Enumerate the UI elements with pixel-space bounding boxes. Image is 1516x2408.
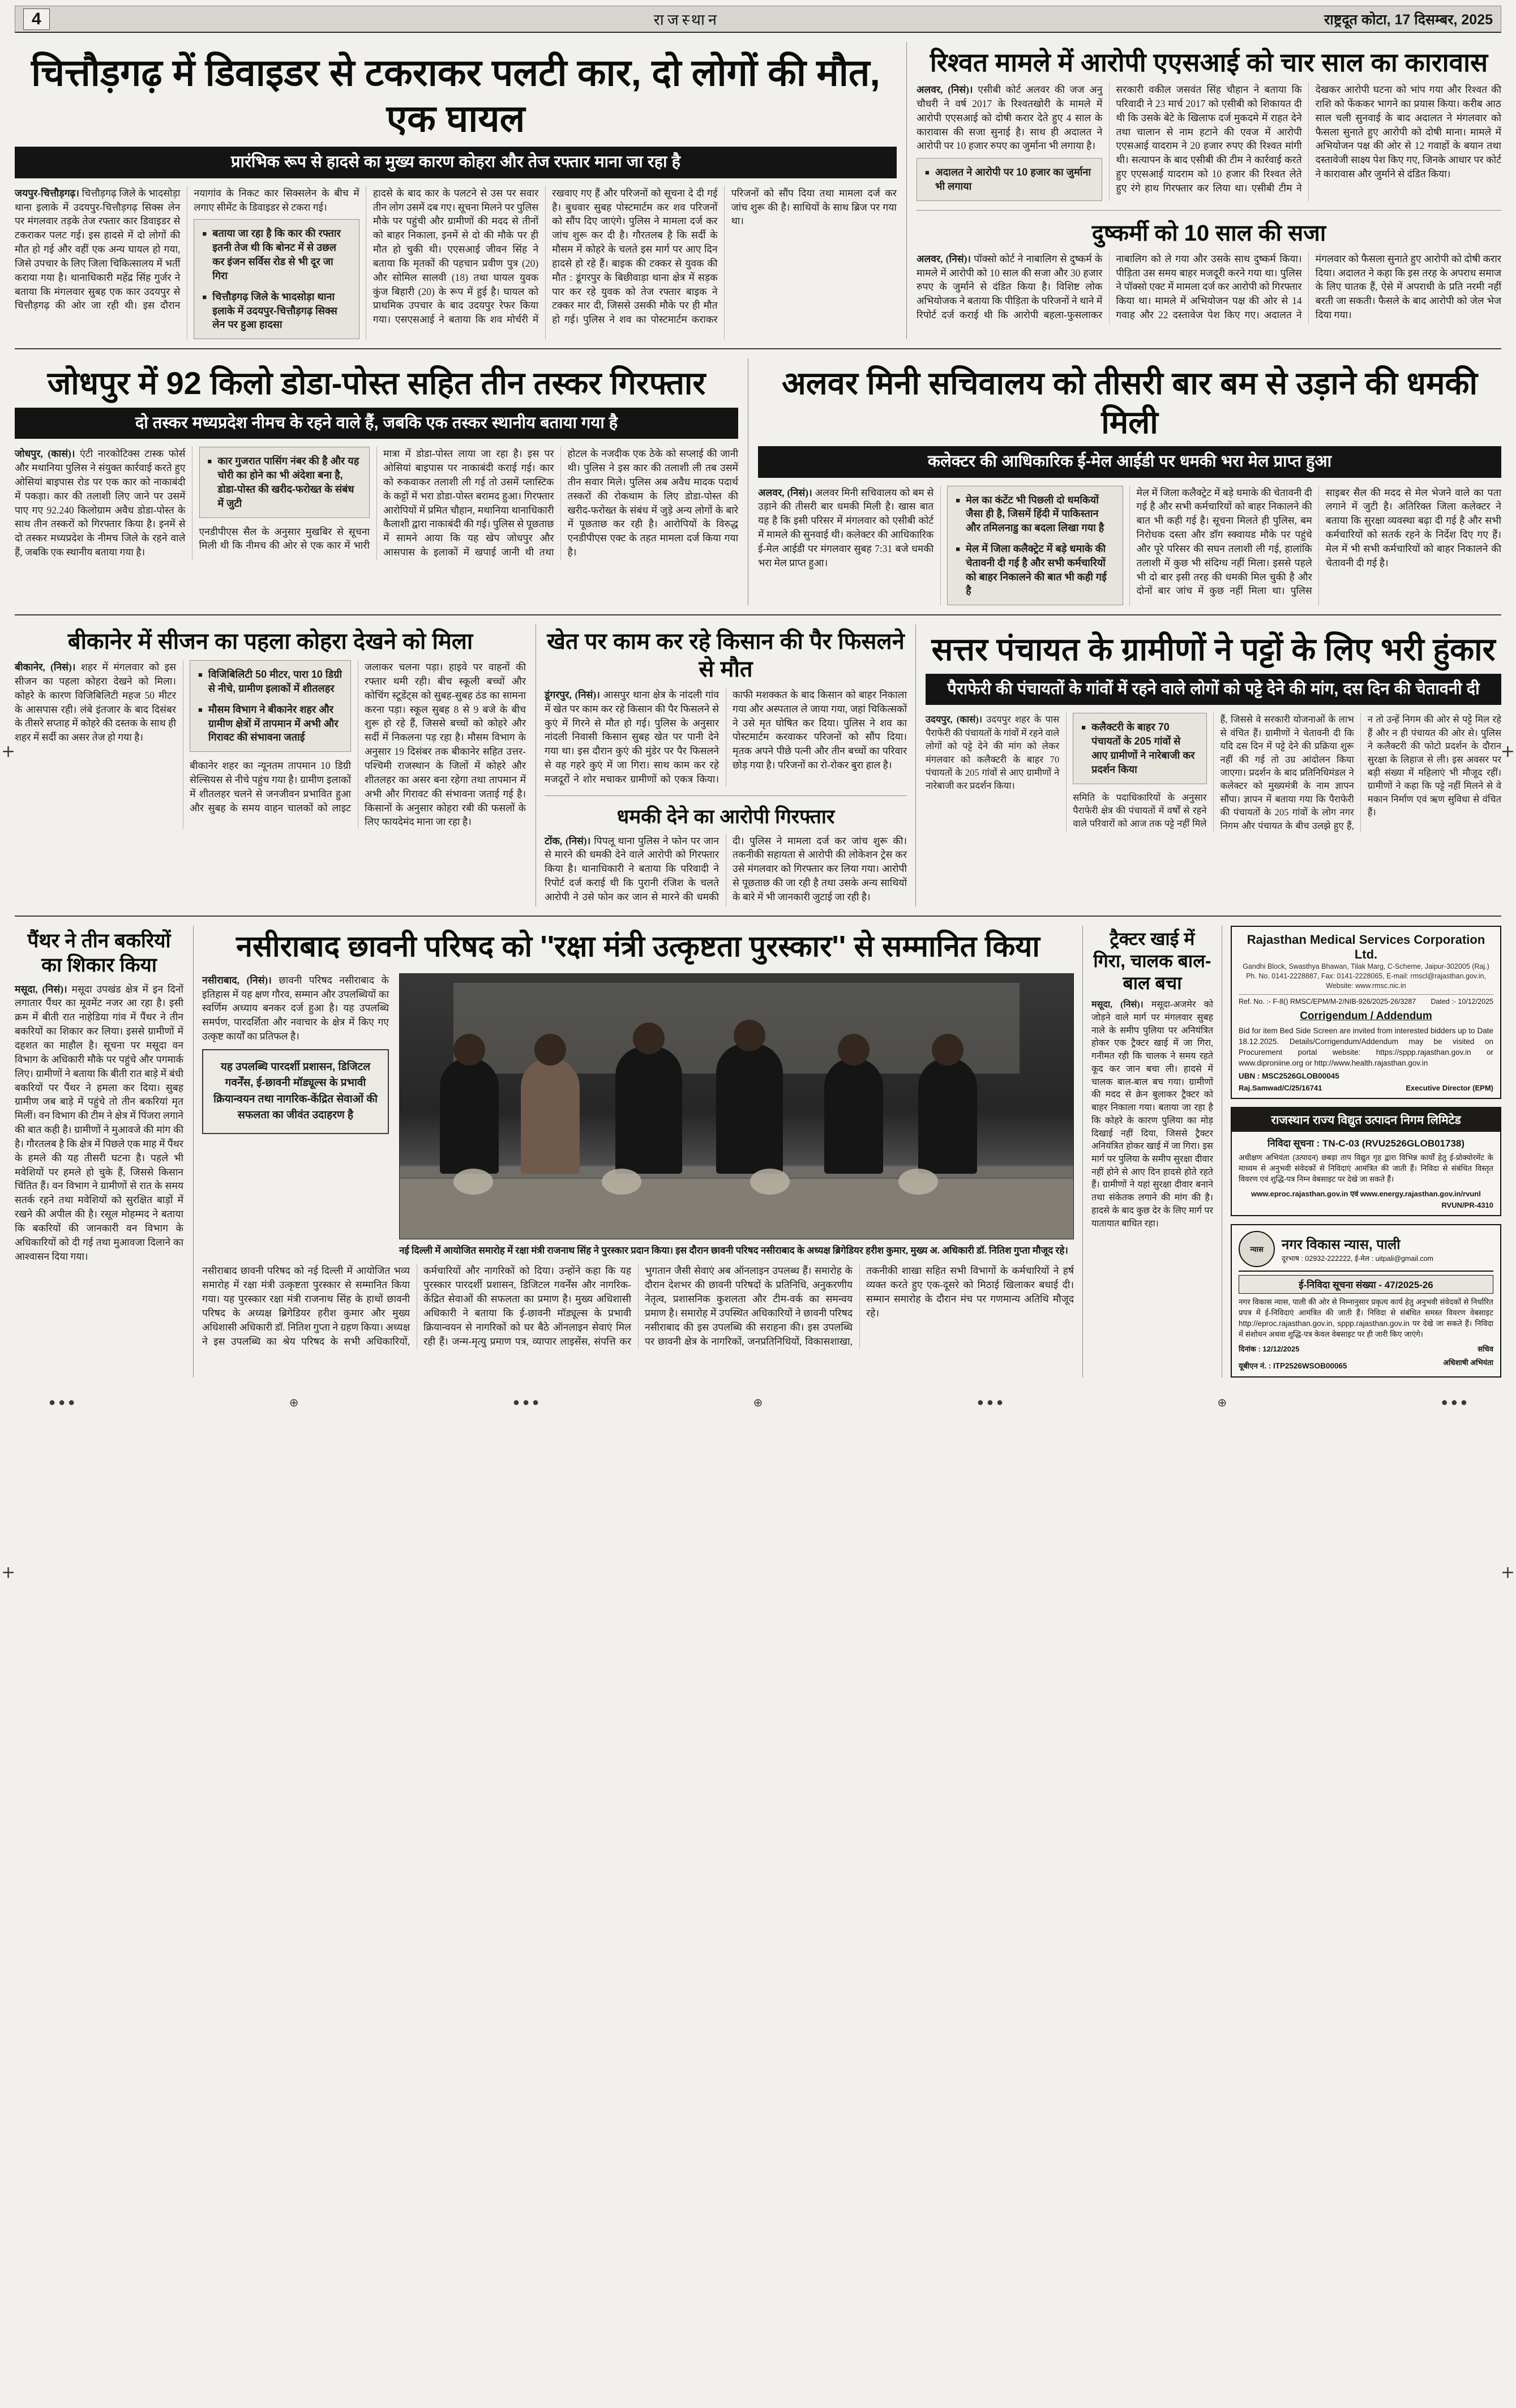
ad-reference-row [1239,994,1493,1006]
article-rapist-sentence [917,220,1501,324]
award-left-column [202,973,389,1258]
ad-heading: Corrigendum / Addendum [1300,1010,1432,1022]
crop-mark: + [1500,1563,1515,1582]
print-dots: ● ● ● [49,1396,75,1409]
article-threat-arrest [545,805,907,906]
bullet-text: मेल में जिला कलैक्ट्रेट में बड़े धमाके की चेतावनी दी गई है और सभी कर्मचारियों को बाहर निकालने की बात भी कही गई है [966,543,1107,597]
ad-ref-number: Ref. No. :- F-8() RMSC/EPM/M-2/NIB-926/2025-26/3287 [1239,997,1416,1006]
ad-footer-row [1239,1084,1493,1092]
body-text: अलवर मिनी सचिवालय को बम से उड़ाने की तीसरी बार धमकी मिली है। खास बात यह है कि इसी परिसर में मंगलवार को एसीबी कोर्ट में मामले की सुनवाई थी। कलेक्टर की आधिकारिक ई-मेल आईडी पर मंगलवार सुबह 7:31 बजे धमकी भरा मेल प्राप्त हुआ। [758,486,934,568]
dateline: अलवर, (निसं)। [758,486,812,498]
article-body [917,83,1501,201]
photo-figure [918,1058,977,1174]
highlight-box [947,486,1123,606]
ad-address: Gandhi Block, Swasthya Bhawan, Tilak Marg, C-Scheme, Jaipur-302005 (Raj.) [1243,963,1489,971]
ad-contact: दूरभाष : 02932-222222, ई-मेल : uitpali@gmail.com [1282,1255,1433,1263]
bullet-text: मौसम विभाग ने बीकानेर शहर और ग्रामीण क्षेत्रों में तापमान में अभी और गिरावट की संभावना जताई [208,703,339,743]
article-body [15,982,183,1264]
article-body [917,252,1501,324]
photo-caption: नई दिल्ली में आयोजित समारोह में रक्षा मंत्री राजनाथ सिंह ने पुरस्कार प्रदान किया। इस दौरान छावनी परिषद नसीराबाद के अध्यक्ष ब्रिगेडियर हरीश कुमार, मुख्य अ. अधिकारी डॉ. नितिश गुप्ता मौजूद रहे। [399,1244,1068,1256]
article-body [15,660,526,829]
ad-signatory: सचिव [1478,1344,1493,1353]
strap-bar: दो तस्कर मध्यप्रदेश नीमच के रहने वाले हैं, जबकि एक तस्कर स्थानीय बताया गया है [15,408,738,439]
headline: चित्तौड़गढ़ में डिवाइडर से टकराकर पलटी कार, दो लोगों की मौत, एक घायल [31,52,880,139]
body-text: मसूदा उपखंड क्षेत्र में इन दिनों लगातार पैंथर का मूवमेंट नजर आ रहा है। इसी क्रम में बीती रात नाहेडिया गांव में पैंथर ने तीन बकरियों का शिकार कर लिया। इससे ग्रामीणों में दहशत का माहौल है। सूचना पर मसूदा वन विभाग के अधिकारी मौके पर पहुंचे और पगमार्क लिए। ग्रामीणों ने बताया कि बीती रात बाड़े में बंधी बकरियों पर पैंथर ने हमला कर दिया। सुबह ग्रामीण जब बाड़े में पहुंचे तो तीन बकरियां मृत मिलीं। वन विभाग की टीम ने क्षेत्र में पिंजरा लगाने की बात कही है। ग्रामीणों ने मुआवजे की मांग की है। गौरतलब है कि क्षेत्र में पिछले एक माह में पैंथर के हमले की यह तीसरी घटना है। पहले भी मवेशियों पर हमले हो चुके हैं, जिससे किसान चिंतित हैं। वन विभाग ने ग्रामीणों से रात के समय सतर्क रहने तथा मवेशियों को सुरक्षित बाड़ों में रखने की अपील की है। रसूल मोहम्मद ने बताया कि बकरियों की जानकारी वन विभाग के अधिकारियों को दी गई तथा मुआवजा दिलाने का आश्वासन दिया गया। [15,983,184,1262]
award-photo-figure [399,973,1074,1258]
ad-tender-number: ई-निविदा सूचना संख्या - 47/2025-26 [1239,1275,1493,1294]
print-dots: ● ● ● [1441,1396,1467,1409]
section-divider-line [15,614,1501,615]
ad-org-name: नगर विकास न्यास, पाली [1282,1237,1401,1253]
column-divider [1082,926,1083,1377]
square-bullet-icon: ■ [925,168,930,177]
ad-header [1239,1231,1493,1272]
article-bomb-threat [757,358,1501,605]
headline: अलवर मिनी सचिवालय को तीसरी बार बम से उड़ाने की धमकी मिली [781,365,1478,440]
body-text: एनडीपीएस सैल के अनुसार मुखबिर से सूचना मिली थी कि नीमच की ओर से एक कार में भारी मात्रा में डोडा-पोस्त लाया जा रहा है। इस पर ओसियां बाइपास पर नाकाबंदी कराई गई। कार को रुकवाकर तलाशी ली गई तो उसमें प्लास्टिक के कट्टों में भरा डोडा-पोस्त बरामद हुआ। गिरफ्तार आरोपियों में प्रमित चौहान, मथानिया थानाधिकारी कैलाशी द्वारा नाकाबंदी की गई। पुलिस से पूछताछ में सामने आया कि यह खेप जोधपुर और आसपास के इलाकों में खपाई जानी थी तथा होटल के नजदीक एक ठेके को सप्लाई की जानी थी। पुलिस ने इस कार की तलाशी ली तब उसमें तीन सवार मिले। पुलिस अब अवैध मादक पदार्थ तस्करों की रोकथाम के लिए डोडा-पोस्त की खरीद-फरोख्त के संबंध में जुड़े अन्य लोगों के बारे में पूछताछ कर रही है। आरोपियों के विरुद्ध एनडीपीएस एक्ट के तहत मामला दर्ज किया गया है। [199,448,738,558]
article-opium-smugglers [15,358,739,605]
pull-quote-box: यह उपलब्धि पारदर्शी प्रशासन, डिजिटल गवर्नेंस, ई-छावनी मॉड्यूल्स के प्रभावी क्रियान्वयन तथा नागरिक-केंद्रित सेवाओं की सफलता का जीवंत उदाहरण है [202,1049,389,1134]
page-header [15,6,1501,33]
photo-flowers [898,1169,938,1195]
article-body [545,834,907,907]
photo-figure [521,1058,580,1174]
column-divider [906,42,907,339]
body-text: एसीबी कोर्ट अलवर की जज अनु चौधरी ने वर्ष 2017 के रिश्वतखोरी के मामले में आरोपी एएसआई को दोषी करार देते हुए 4 साल के कारावास की सजा सुनाई है। साथ ही अदालत ने आरोपी पर 10 हजार रुपए का जुर्माना भी लगाया है। [917,84,1103,152]
article-body [15,447,738,560]
dateline: जोधपुर, (कासं)। [15,448,75,460]
square-bullet-icon: ■ [1081,723,1086,732]
article-body [15,186,897,339]
bullet-item [198,668,342,696]
bullet-text: कार गुजरात पासिंग नंबर की है और यह चोरी का होने का भी अंदेशा बना है, डोडा-पोस्त की खरीद-फरोख्त के संबंध में जुटी [217,455,359,509]
advertisement-column [1231,926,1501,1377]
headline: दुष्कर्मी को 10 साल की सजा [1091,220,1326,246]
article-body [926,713,1501,832]
registration-mark-icon: ⊕ [753,1396,763,1409]
dateline: डूंगरपुर, (निसं)। [545,688,600,700]
article-divider-line [545,795,907,796]
bullet-item [925,165,1094,194]
square-bullet-icon: ■ [207,457,212,466]
ad-rvunl [1231,1107,1501,1216]
body-text: आसपुर थाना क्षेत्र के नांदली गांव में खेत पर काम कर रहे किसान की पैर फिसलने से कुएं में गिरने से मौत हो गई। पुलिस के अनुसार नांदली निवासी किसान सुबह खेत पर पानी देने गया था। इस दौरान कुएं की मुंडेर पर पैर फिसलने से वह गहरे कुएं में जा गिरा। साथ काम कर रहे मजदूरों ने शोर मचाकर ग्रामीणों को एकत्र किया। काफी मशक्कत के बाद किसान को बाहर निकाला गया और अस्पताल ले जाया गया, जहां चिकित्सकों ने उसे मृत घोषित कर दिया। पुलिस ने शव का पोस्टमार्टम करवाकर परिजनों को सौंप दिया। मृतक अपने पीछे पत्नी और तीन बच्चों का परिवार छोड़ गया है। परिजनों का रो-रोकर बुरा हाल है। [545,688,907,785]
dateline: नसीराबाद, (निसं)। [202,974,272,986]
headline: नसीराबाद छावनी परिषद को ''रक्षा मंत्री उत्कृष्टता पुरस्कार'' से सम्मानित किया [236,930,1040,964]
headline: धमकी देने का आरोपी गिरफ्तार [616,805,835,828]
body-text: पिपलू थाना पुलिस ने फोन पर जान से मारने की धमकी देने वाले आरोपी को गिरफ्तार किया है। थानाधिकारी ने बताया कि परिवादी ने रिपोर्ट दर्ज कराई थी कि पुरानी रंजिश के चलते आरोपी ने उसे फोन कर जान से मारने की धमकी दी। पुलिस ने मामला दर्ज कर जांच शुरू की। तकनीकी सहायता से आरोपी की लोकेशन ट्रेस कर उसे मंगलवार को गिरफ्तार कर लिया गया। आरोपी से पूछताछ की जा रही है तथा उसके अन्य साथियों के बारे में भी जानकारी जुटाई जा रही है। [545,835,907,903]
print-dots: ● ● ● [977,1396,1004,1409]
photo-figure [440,1058,499,1174]
highlight-box [194,219,359,339]
uit-pali-logo: न्यास [1239,1231,1275,1267]
headline: खेत पर काम कर रहे किसान की पैर फिसलने से मौत [547,629,905,682]
article-cantonment-award [202,926,1074,1377]
ad-rmscl [1231,926,1501,1099]
edition-date: राष्ट्रदूत कोटा, 17 दिसम्बर, 2025 [1324,11,1493,28]
highlight-box [190,660,351,752]
bullet-item [956,493,1114,535]
bullet-text: कलैक्टरी के बाहर 70 पंचायतों के 205 गांवों से आए ग्रामीणों ने नारेबाजी कर प्रदर्शन किया [1091,721,1195,775]
photo-flowers [453,1169,493,1195]
dateline: मसूदा, (निसं)। [1091,1000,1144,1010]
article-divider-line [917,210,1501,211]
article-body [758,486,1501,606]
photo-flowers [602,1169,641,1195]
award-feature-top [202,973,1074,1258]
article-farmer-death [545,628,907,786]
article-panther-attack [15,926,185,1377]
square-bullet-icon: ■ [202,292,207,301]
headline: जोधपुर में 92 किलो डोडा-पोस्त सहित तीन तस्कर गिरफ्तार [47,365,706,401]
article-bikaner-fog [15,625,527,906]
ad-date: दिनांक : 12/12/2025 [1239,1344,1300,1353]
ad-contact: Ph. No. 0141-2228887, Fax: 0141-2228065, E-mail: rmscl@rajasthan.gov.in, Website: www.rmsc.nic.in [1246,972,1486,990]
ad-signatory: Executive Director (EPM) [1406,1084,1493,1093]
ad-ubn: यूबीएन नं. : ITP2526WSOB00065 [1239,1361,1347,1370]
article-body [202,1264,1074,1348]
ad-ubn: UBN : MSC2526GLOB00045 [1239,1072,1339,1081]
print-marks-strip [15,1392,1501,1413]
article-body [1091,999,1213,1230]
award-ceremony-photo [399,973,1074,1239]
ad-org-block [1282,1235,1433,1263]
headline: ट्रैक्टर खाई में गिरा, चालक बाल-बाल बचा [1093,929,1211,994]
body-text: बीकानेर शहर का न्यूनतम तापमान 10 डिग्री सेल्सियस से नीचे पहुंच गया है। ग्रामीण इलाकों में शीतलहर चलने से जनजीवन प्रभावित हुआ और सुबह के समय वाहन चालकों को लाइट जलाकर चलना पड़ा। हाइवे पर वाहनों की रफ्तार थमी रही। बीच स्कूली बच्चों और कोचिंग स्टूडेंट्स को सुबह-सुबह ठंड का सामना करना पड़ा। स्कूल सुबह 8 से 9 बजे के बीच शुरू हो रहे हैं, जिससे बच्चों को कोहरे और सर्दी में निकलना पड़ रहा है। मौसम विभाग के अनुसार 19 दिसंबर तक बीकानेर सहित उत्तर-पश्चिमी राजस्थान के जिलों में कोहरे और शीतलहर का असर बना रहेगा तथा तापमान में अभी और गिरावट की संभावना जताई गई है। किसानों के अनुसार कोहरा रबी की फसलों के लिए फायदेमंद माना जा रहा है। [190,661,526,828]
body-text: छावनी परिषद नसीराबाद के इतिहास में यह क्षण गौरव, सम्मान और उपलब्धियों का स्वर्णिम अध्याय बनकर दर्ज हुआ है। यह उपलब्धि समर्पण, पारदर्शिता और नवाचार के क्षेत्र में किए गए उत्कृष्ट कार्यों का प्रतिफल है। [202,974,389,1042]
dateline: टोंक, (निसं)। [545,835,591,846]
ad-signatory: अधिशाषी अभियंता [1443,1358,1493,1367]
article-bribery-sentence [917,46,1501,201]
highlight-box [1073,713,1206,784]
ad-tender-number: निविदा सूचना : TN-C-03 (RVU2526GLOB01738) [1267,1138,1465,1149]
bullet-text: मेल का कंटेंट भी पिछली दो धमकियों जैसा ही है, जिसमें हिंदी में पाकिस्तान और तमिलनाडु का बदला लिखा गया है [966,494,1104,534]
dateline: बीकानेर, (निसं)। [15,661,76,673]
body-text: चित्तौड़गढ़ जिले के भादसोड़ा थाना इलाके में उदयपुर-चित्तौड़गढ़ सिक्स लेन पर मंगलवार तड़के तेज रफ्तार कार डिवाइडर से टकराकर पलट गई। इस हादसे में दो लोगों की मौत हो गई और वहीं एक अन्य घायल हो गया, जिसे उपचार के लिए जिला चिकित्सालय में भर्ती कराया गया है। थानाधिकारी महेंद्र सिंह गुर्जर ने बताया कि मंगलवार सुबह एक कार उदयपुर से चित्तौड़गढ़ की ओर जा रही थी। इस दौरान नयागांव के निकट कार सिक्सलेन के बीच में लगाए सीमेंट के डिवाइडर से टकरा गई। [15,187,359,311]
section-divider-line [15,348,1501,349]
bullet-item [956,542,1114,598]
square-bullet-icon: ■ [198,705,203,714]
square-bullet-icon: ■ [956,545,961,553]
photo-figure [824,1058,883,1174]
headline: पैंथर ने तीन बकरियों का शिकार किया [27,930,171,976]
dateline: मसूदा, (निसं)। [15,983,67,995]
bullet-item [1081,720,1198,776]
article-body [545,688,907,786]
ad-date: Dated :- 10/12/2025 [1431,997,1493,1006]
ad-footer-row [1239,1357,1493,1371]
body-text: मसूदा-अजमेर को जोड़ने वाले मार्ग पर मंगलवार सुबह नाले के समीप पुलिया पर अनियंत्रित होकर एक ट्रैक्टर खाई में जा गिरा, गनीमत रही कि चालक ने समय रहते कूद कर जान बचा ली। हादसे में चालक बाल-बाल बच गया। ग्रामीणों की मदद से क्रेन बुलाकर ट्रैक्टर को बाहर निकाला गया। बताया जा रहा है कि कोहरे के कारण पुलिया का मोड़ दिखाई नहीं दिया, जिससे ट्रैक्टर अनियंत्रित होकर खाई में जा गिरा। इस मार्ग पर पुलिया के समीप सुरक्षा दीवार नहीं होने से आए दिन हादसे होते रहते हैं। ग्रामीणों ने यहां सुरक्षा दीवार बनाने तथा संकेतक लगाने की मांग की है। हादसे के बाद कुछ देर के लिए मार्ग पर यातायात बाधित रहा। [1091,1000,1214,1229]
ad-title: Rajasthan Medical Services Corporation Ltd. [1247,933,1485,962]
photo-stage-table [400,1178,1073,1239]
crop-mark: + [1500,742,1515,762]
highlight-box [199,447,370,517]
body-text: नसीराबाद छावनी परिषद को नई दिल्ली में आयोजित भव्य समारोह में रक्षा मंत्री उत्कृष्टता पुरस्कार से सम्मानित किया गया। यह पुरस्कार रक्षा मंत्री राजनाथ सिंह के हाथों छावनी परिषद के अध्यक्ष ब्रिगेडियर हरीश कुमार और मुख्य अधिशासी अधिकारी डॉ. नितिश गुप्ता ने ग्रहण किया। अध्यक्ष ने इस उपलब्धि का श्रेय परिषद के सभी अधिकारियों, कर्मचारियों और नागरिकों को दिया। उन्होंने कहा कि यह पुरस्कार पारदर्शी प्रशासन, डिजिटल गवर्नेंस और नागरिक-केंद्रित सेवाओं की सफलता का प्रमाण है। मुख्य अधिशासी अधिकारी ने बताया कि ई-छावनी मॉड्यूल्स के प्रभावी क्रियान्वयन से नागरिकों को घर बैठे ऑनलाइन सेवाएं मिल रही हैं। जन्म-मृत्यु प्रमाण पत्र, व्यापार लाइसेंस, संपत्ति कर भुगतान जैसी सेवाएं अब ऑनलाइन उपलब्ध हैं। समारोह के दौरान देशभर की छावनी परिषदों के प्रतिनिधि, अनुकरणीय नेतृत्व, प्रशासनिक कुशलता और टीम-वर्क का समन्वय प्रमाण है। समारोह में उपस्थित अधिकारियों ने छावनी परिषद नसीराबाद की इस उपलब्धि की सराहना की। इस उपलब्धि पर छावनी क्षेत्र के नागरिकों, जनप्रतिनिधियों, विकासशाखा, तकनीकी शाखा सहित सभी विभागों के कर्मचारियों ने हर्ष व्यक्त करते हुए एक-दूसरे को मिठाई खिलाकर बधाई दी। सम्मान समारोह के दौरान मंच पर गणमान्य अतिथि मौजूद रहे। [202,1265,1074,1347]
headline: रिश्वत मामले में आरोपी एएसआई को चार साल का कारावास [930,48,1488,77]
print-dots: ● ● ● [512,1396,539,1409]
dateline: अलवर, (निसं)। [917,84,973,96]
body-text: हादसे के बाद कार के पलटने से उस पर सवार तीन लोग उसमें दब गए। सूचना मिलने पर पुलिस मौके पर पहुंची और ग्रामीणों की मदद से तीनों को बाहर निकाला, इनमें से दो की मौके पर ही मौत हो चुकी थी। एएसआई जीवन सिंह ने बताया कि मृतकों की पहचान प्रवीण पुत्र (20) और सोमिल सालवी (18) तथा घायल युवक कुंज बिहारी (20) के रूप में हुई है। घायल को प्राथमिक उपचार के बाद उदयपुर रेफर किया गया। एसएसआई ने बताया कि शव मोर्चरी में रखवाए गए हैं और परिजनों को सूचना दे दी गई है। बुधवार सुबह पोस्टमार्टम कर शव परिजनों को सौंप दिए जाएंगे। पुलिस ने मामला दर्ज कर जांच शुरू कर दी है। गौरतलब है कि सर्दी के मौसम में कोहरे के चलते इस मार्ग पर आए दिन हादसे हो रहे हैं। बाइक की टक्कर से युवक की मौत : डूंगरपुर के बिछीवाड़ा थाना क्षेत्र में सड़क पार कर रहे युवक को तेज रफ्तार बाइक ने टक्कर मार दी, जिससे उसकी मौके पर ही मौत हो गई। पुलिस ने शव का पोस्टमार्टम कराकर परिजनों को सौंप दिया तथा मामला दर्ज कर जांच शुरू की है। साथियों के साथ ब्रिज पर गया था। [372,187,897,326]
bullet-text: अदालत ने आरोपी पर 10 हजार का जुर्माना भी लगाया [935,166,1091,193]
highlight-box [917,158,1102,201]
photo-figure [716,1043,783,1174]
body-text: उदयपुर शहर के पास पैराफेरी की पंचायतों के गांवों में रहने वाले लोगों को पट्टे देने की मांग को लेकर मंगलवार को कलैक्टरी के बाहर 70 पंचायतों के 205 गांवों से आए ग्रामीणों ने नारेबाजी कर प्रदर्शन किया। [926,714,1060,792]
registration-mark-icon: ⊕ [1217,1396,1227,1409]
body-text: पॉक्सो कोर्ट ने नाबालिग से दुष्कर्म के मामले में आरोपी को 10 साल की सजा और 30 हजार रुपए के जुर्माने से दंडित किया है। विशिष्ट लोक अभियोजक ने बताया कि पीड़िता के परिजनों ने थाने में रिपोर्ट दर्ज कराई थी कि आरोपी बहला-फुसलाकर नाबालिग को ले गया और उसके साथ दुष्कर्म किया। पीड़िता उस समय बाहर मजदूरी करने गया था। पुलिस ने पॉक्सो एक्ट में मामला दर्ज कर आरोपी को गिरफ्तार किया था। मामले में अभियोजन पक्ष की ओर से 14 गवाह और 22 दस्तावेज पेश किए गए। अदालत ने मंगलवार को फैसला सुनाते हुए आरोपी को दोषी करार दिया। अदालत ने कहा कि इस तरह के अपराध समाज के लिए घातक हैं, ऐसे में अपराधी के प्रति नरमी नहीं बरती जा सकती। फैसले के बाद आरोपी को जेल भेज दिया गया। [917,253,1501,321]
ad-footer-row [1239,1344,1493,1354]
middle-column-row3 [545,625,907,906]
bullet-item [202,290,350,332]
dateline: अलवर, (निसं)। [917,253,971,264]
strap-bar: पैराफेरी की पंचायतों के गांवों में रहने वाले लोगों को पट्टे देने की मांग, दस दिन की चेतावनी दी [926,674,1501,705]
dateline: जयपुर-चित्तौड़गढ़। [15,187,80,199]
square-bullet-icon: ■ [956,495,961,504]
bullet-item [198,703,342,745]
square-bullet-icon: ■ [202,229,207,238]
article-tractor-accident [1091,926,1213,1377]
column-divider [193,926,194,1377]
photo-figure [615,1046,682,1174]
bullet-item [202,226,350,283]
strap-bar: प्रारंभिक रूप से हादसे का मुख्य कारण कोहरा और तेज रफ्तार माना जा रहा है [15,147,897,178]
ad-website-links: www.eproc.rajasthan.gov.in एवं www.energy.rajasthan.gov.in/rvunl [1251,1190,1481,1199]
ad-uit-pali [1231,1224,1501,1378]
strap-bar: कलेक्टर की आधिकारिक ई-मेल आईडी पर धमकी भरा मेल प्राप्त हुआ [758,446,1501,478]
body-text: शहर में मंगलवार को इस सीजन का पहला कोहरा देखने को मिला। कोहरे के कारण विजिबिलिटी महज 50 मीटर के आसपास रही। लंबे इंतजार के बाद दिसंबर के तीसरे सप्ताह में कोहरे की दस्तक के साथ ही शहर में सर्दी का असर तेज हो गया है। [15,661,177,743]
section-divider-line [15,916,1501,917]
ad-body-text: Bid for item Bed Side Screen are invited from interested bidders up to Date 18.12.2025. Details/Corrigendum/Addendum may be visited on Procurement portal website: https://sppp.rajasthan.gov.in or www.diproniine.org or http://www.health.rajasthan.gov.in [1239,1026,1493,1067]
section-title: राजस्थान [653,11,720,28]
dateline: उदयपुर, (कासं)। [926,714,983,725]
bullet-text: चित्तौड़गढ़ जिले के भादसोड़ा थाना इलाके में उदयपुर-चित्तौड़गढ़ सिक्स लेन पर हुआ हादसा [212,290,337,331]
crop-mark: + [1,1563,16,1582]
headline: बीकानेर में सीजन का पहला कोहरा देखने को मिला [67,629,473,655]
ad-title: राजस्थान राज्य विद्युत उत्पादन निगम लिमिटेड [1232,1108,1500,1132]
body-text: मेल में जिला कलैक्ट्रेट में बड़े धमाके की चेतावनी दी गई है और सभी कर्मचारियों को बाहर निकालने की बात भी कही गई है। सूचना मिलते ही पुलिस, बम निरोधक दस्ता और डॉग स्क्वायड मौके पर पहुंचे और पूरे परिसर की सघन तलाशी ली गई, हालांकि तलाशी में कुछ भी संदिग्ध नहीं मिला। इससे पहले भी दो बार इसी तरह की धमकी मिल चुकी है और दोनों बार जांच में कुछ नहीं मिला था। पुलिस साइबर सैल की मदद से मेल भेजने वाले का पता लगाने में जुटी है। अतिरिक्त जिला कलेक्टर ने बताया कि सुरक्षा व्यवस्था बढ़ा दी गई है और सभी कर्मचारियों को सतर्क रहने के निर्देश दिए गए हैं। मेल में भी सभी कर्मचारियों को बाहर निकालने की चेतावनी दी गई है। [1136,486,1501,597]
ad-press-code: RVUN/PR-4310 [1441,1201,1493,1210]
bullet-text: बताया जा रहा है कि कार की रफ्तार इतनी तेज थी कि बोनट में से उछल कर इंजन सर्विस रोड से भी दूर जा गिरा [212,228,341,281]
registration-mark-icon: ⊕ [289,1396,299,1409]
ad-body-text: नगर विकास न्यास, पाली की ओर से निम्नानुसार प्रकृत्य कार्य हेतु अनुभवी संवेदकों से निर्धारित प्रपत्र में ई-निविदाएं आमंत्रित की जाती हैं। निविदा से संबंधित समस्त विवरण वेबसाइट http://eproc.rajasthan.gov.in, sppp.rajasthan.gov.in पर देखे जा सकते हैं। निविदा में संशोधन अथवा शुद्धि-पत्र केवल वेबसाइट पर ही जारी किए जाएंगे। [1239,1298,1493,1338]
right-column-row1 [915,42,1501,339]
column-divider [915,625,916,906]
ad-body-text: अधीक्षण अभियंता (उत्पादन) छबड़ा ताप विद्युत गृह द्वारा विभिन्न कार्यों हेतु ई-प्रोक्योरमेंट के माध्यम से अनुभवी संवेदकों से निविदाएं आमंत्रित की जाती हैं। निविदा से संबंधित विस्तृत विवरण एवं शुद्धि-पत्र निम्न वेबसाइट पर देखे जा सकते हैं। [1239,1153,1493,1184]
page-number: 4 [23,8,50,30]
body-text: सरकारी वकील जसवंत सिंह चौहान ने बताया कि परिवादी ने 23 मार्च 2017 को एसीबी को शिकायत दी थी कि उसके बेटे के खिलाफ दर्ज मुकदमे में राहत देने तथा चालान से नाम हटाने की एवज में आरोपी एएसआई यादराम ने 20 हजार रुपए की रिश्वत मांगी थी। सत्यापन के बाद एसीबी की टीम ने कार्रवाई करते हुए एएसआई यादराम को 10 हजार की रिश्वत लेते हुए रंगे हाथ गिरफ्तार कर लिया था। एसीबी टीम ने देखकर आरोपी घटना को भांप गया और रिश्वत की राशि को फेंककर भागने का प्रयास किया। करीब आठ साल चली सुनवाई के बाद अदालत ने मंगलवार को फैसला सुनाते हुए आरोपी को दोषी माना। मामले में अभियोजन पक्ष की ओर से 12 गवाहों के बयान तथा दस्तावेजी साक्ष्य पेश किए गए, जिनके आधार पर कोर्ट ने कारावास और जुर्माने से दंडित किया। [1116,84,1501,194]
square-bullet-icon: ■ [198,670,203,679]
bullet-text: विजिबिलिटी 50 मीटर, पारा 10 डिग्री से नीचे, ग्रामीण इलाकों में शीतलहर [208,669,342,694]
body-text: समिति के पदाधिकारियों के अनुसार पैराफेरी क्षेत्र की पंचायतों में वर्षों से रहने वाले परिवारों को आज तक पट्टे नहीं मिले हैं, जिससे वे सरकारी योजनाओं के लाभ से वंचित हैं। ग्रामीणों ने चेतावनी दी कि यदि दस दिन में पट्टे देने की प्रक्रिया शुरू नहीं की गई तो उग्र आंदोलन किया जाएगा। प्रदर्शन के बाद प्रतिनिधिमंडल ने कलेक्टर को मुख्यमंत्री के नाम ज्ञापन सौंपा। ज्ञापन में बताया गया कि पैराफेरी की पंचायतों के 205 गांवों के लोग नगर निगम और पंचायत के बीच उलझे हुए हैं, न तो उन्हें निगम की ओर से पट्टे मिल रहे हैं और न ही पंचायत की ओर से। पुलिस ने कलैक्टरी की फोटो प्रदर्शन के दौरान सुरक्षा के लिहाज से ली। इस अवसर पर बड़ी संख्या में महिलाएं भी मौजूद रहीं। ग्रामीणों ने कहा कि पट्टे नहीं मिलने से वे मकान निर्माण एवं ऋण सुविधा से वंचित हैं। [1073,714,1501,831]
crop-mark: + [1,742,16,762]
article-panchayat-protest [924,625,1501,906]
photo-flowers [750,1169,790,1195]
headline: सत्तर पंचायत के ग्रामीणों ने पट्टों के लिए भरी हुंकार [931,631,1496,668]
article-divider-crash [15,42,898,339]
bullet-item [208,454,362,510]
body-text: एंटी नारकोटिक्स टास्क फोर्स और मथानिया पुलिस ने संयुक्त कार्रवाई करते हुए ओसियां बाइपास रोड पर एक कार को नाकाबंदी में पकड़ा। कार की तलाशी लिए जाने पर उसमें पाए गए 92.240 किलोग्राम अवैध डोडा-पोस्त के साथ तीन तस्करों को गिरफ्तार किया है। इनमें से दो तस्कर मध्यप्रदेश के नीमच जिले के रहने वाले हैं, जबकि एक स्थानीय बताया गया है। [15,448,186,558]
ad-footer-left: Raj.Samwad/C/25/16741 [1239,1084,1322,1093]
